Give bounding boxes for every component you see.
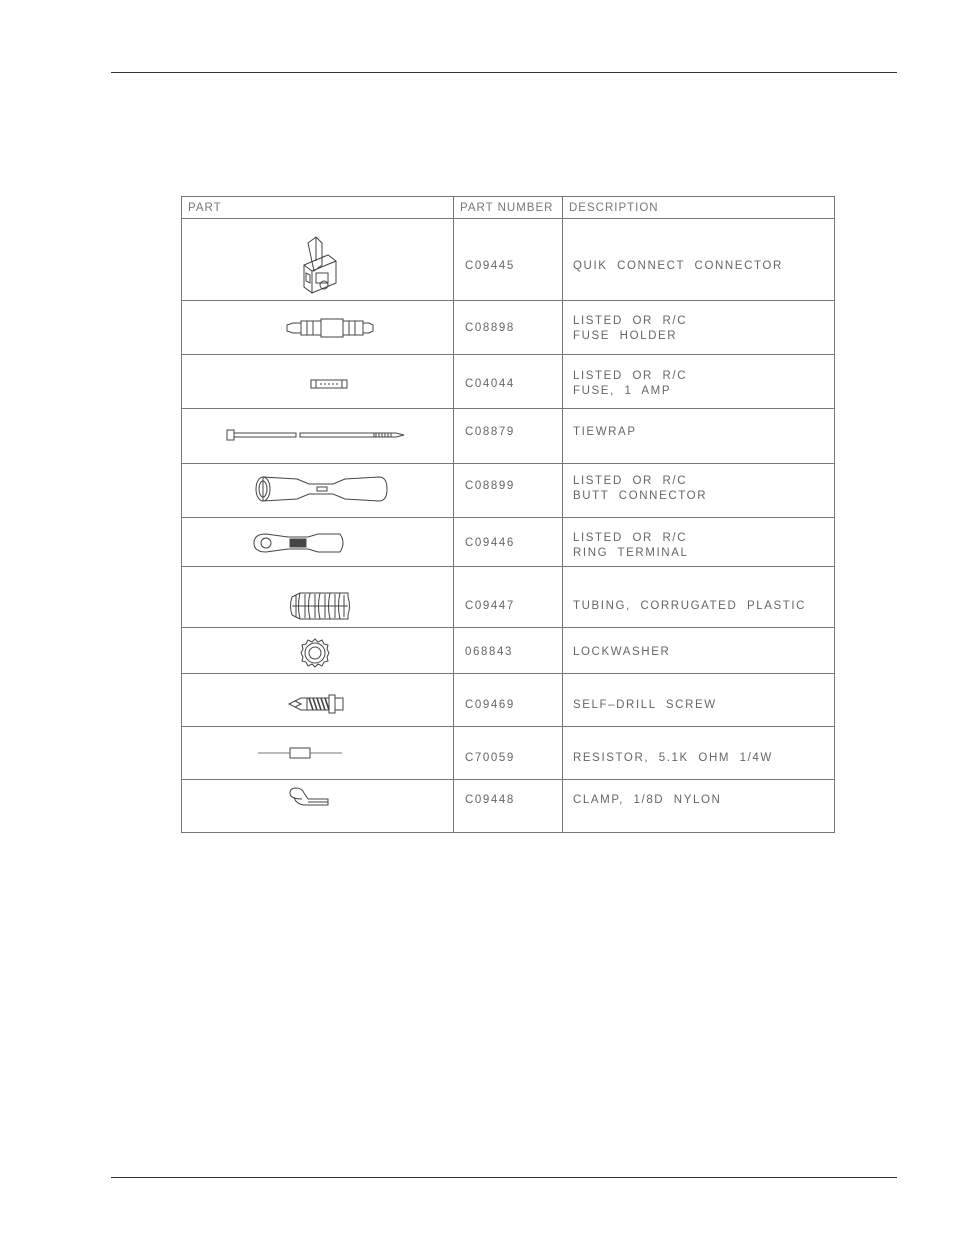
description-line: RING TERMINAL bbox=[573, 547, 689, 559]
description-line: CLAMP, 1/8D NYLON bbox=[573, 794, 722, 806]
part-number: C09445 bbox=[465, 260, 515, 272]
row-divider bbox=[182, 779, 834, 780]
part-number: C08899 bbox=[465, 480, 515, 492]
row-divider bbox=[182, 673, 834, 674]
part-number: 068843 bbox=[465, 646, 513, 658]
quik-connect-connector-icon bbox=[294, 235, 354, 295]
row-divider bbox=[182, 300, 834, 301]
row-divider bbox=[182, 218, 834, 219]
part-number: C09469 bbox=[465, 699, 515, 711]
row-divider bbox=[182, 517, 834, 518]
description-line: TIEWRAP bbox=[573, 426, 637, 438]
description-line: TUBING, CORRUGATED PLASTIC bbox=[573, 600, 807, 612]
description-line: LISTED OR R/C bbox=[573, 475, 688, 487]
self-drill-screw-icon bbox=[287, 693, 345, 715]
lockwasher-icon bbox=[300, 638, 330, 668]
description-line: FUSE HOLDER bbox=[573, 330, 678, 342]
row-divider bbox=[182, 627, 834, 628]
description-line: LISTED OR R/C bbox=[573, 370, 688, 382]
column-divider bbox=[562, 197, 563, 832]
header-part: PART bbox=[188, 202, 222, 214]
description-line: LOCKWASHER bbox=[573, 646, 671, 658]
butt-connector-icon bbox=[253, 475, 389, 503]
ring-terminal-icon bbox=[252, 531, 348, 555]
description-line: BUTT CONNECTOR bbox=[573, 490, 708, 502]
part-number: C09447 bbox=[465, 600, 515, 612]
row-divider bbox=[182, 463, 834, 464]
resistor-icon bbox=[258, 747, 342, 759]
parts-table bbox=[181, 196, 835, 833]
corrugated-tubing-icon bbox=[288, 591, 352, 621]
footer-rule bbox=[111, 1177, 897, 1178]
tiewrap-icon bbox=[226, 429, 406, 441]
part-number: C09446 bbox=[465, 537, 515, 549]
part-number: C08879 bbox=[465, 426, 515, 438]
row-divider bbox=[182, 408, 834, 409]
header-part-number: PART NUMBER bbox=[460, 202, 554, 214]
column-divider bbox=[453, 197, 454, 832]
row-divider bbox=[182, 354, 834, 355]
part-number: C09448 bbox=[465, 794, 515, 806]
row-divider bbox=[182, 566, 834, 567]
nylon-clamp-icon bbox=[288, 787, 330, 811]
part-number: C04044 bbox=[465, 378, 515, 390]
fuse-icon bbox=[310, 379, 348, 389]
fuse-holder-icon bbox=[285, 318, 375, 338]
description-line: SELF–DRILL SCREW bbox=[573, 699, 717, 711]
description-line: RESISTOR, 5.1K OHM 1/4W bbox=[573, 752, 773, 764]
part-number: C08898 bbox=[465, 322, 515, 334]
header-description: DESCRIPTION bbox=[569, 202, 659, 214]
description-line: FUSE, 1 AMP bbox=[573, 385, 672, 397]
part-number: C70059 bbox=[465, 752, 515, 764]
description-line: LISTED OR R/C bbox=[573, 315, 688, 327]
description-line: LISTED OR R/C bbox=[573, 532, 688, 544]
header-rule bbox=[111, 72, 897, 73]
description-line: QUIK CONNECT CONNECTOR bbox=[573, 260, 783, 272]
row-divider bbox=[182, 726, 834, 727]
